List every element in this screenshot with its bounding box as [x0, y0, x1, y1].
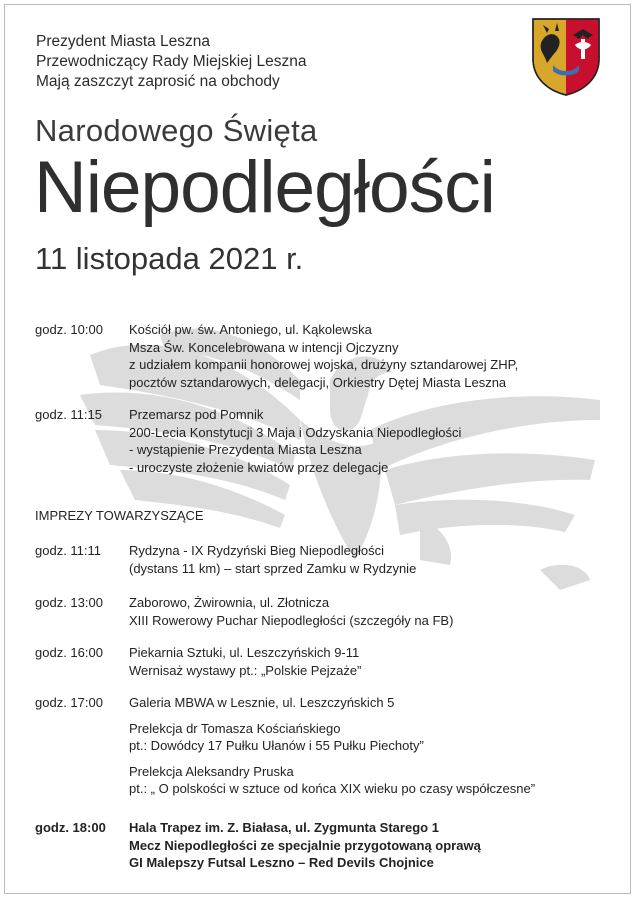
event-line: - uroczyste złożenie kwiatów przez delegacje	[129, 459, 389, 475]
event-line: Hala Trapez im. Z. Białasa, ul. Zygmunta Starego 1	[129, 820, 439, 835]
event-line: (dystans 11 km) – start sprzed Zamku w Rydzynie	[129, 560, 417, 576]
leszno-coat-of-arms	[527, 15, 605, 97]
organizer-line: Prezydent Miasta Leszna	[36, 33, 211, 50]
event-line: z udziałem kompanii honorowej wojska, drużyny sztandarowej ZHP,	[129, 357, 519, 372]
event-line: GI Malepszy Futsal Leszno – Red Devils Chojnice	[129, 855, 434, 870]
event-details	[129, 819, 481, 872]
event-details	[129, 694, 535, 798]
event-time: godz. 10:00	[35, 322, 103, 337]
event-time: godz. 16:00	[35, 645, 103, 660]
event-time: godz. 11:11	[35, 543, 102, 558]
event-line: Mecz Niepodległości ze specjalnie przygotowaną oprawą	[129, 837, 481, 853]
event-details	[129, 644, 361, 679]
event-line: Rydzyna - IX Rydzyński Bieg Niepodległości	[129, 543, 385, 558]
event-line: Msza Św. Koncelebrowana w intencji Ojczyzny	[129, 339, 399, 355]
event-line: Prelekcja dr Tomasza Kościańskiego	[129, 720, 341, 736]
event-details	[129, 321, 518, 391]
side-events-heading: IMPREZY TOWARZYSZĄCE	[35, 508, 204, 523]
event-line: Wernisaż wystawy pt.: „Polskie Pejzaże”	[129, 662, 362, 678]
organizer-line: Przewodniczący Rady Miejskiej Leszna	[36, 53, 307, 70]
title-line-2: Niepodległości	[34, 147, 495, 228]
event-time: godz. 18:00	[35, 820, 106, 835]
title-line-1: Narodowego Święta	[35, 113, 318, 148]
event-details	[129, 594, 453, 629]
organizer-line: Mają zaszczyt zaprosić na obchody	[36, 73, 280, 90]
event-line: Piekarnia Sztuki, ul. Leszczyńskich 9-11	[129, 645, 360, 660]
event-time: godz. 13:00	[35, 595, 103, 610]
event-line: Prelekcja Aleksandry Pruska	[129, 763, 294, 779]
event-date: 11 listopada 2021 r.	[35, 241, 304, 276]
event-line: - wystąpienie Prezydenta Miasta Leszna	[129, 442, 362, 457]
event-line: Kościół pw. św. Antoniego, ul. Kąkolewska	[129, 322, 372, 337]
organizers-block	[36, 32, 307, 92]
event-line: pt.: Dowódcy 17 Pułku Ułanów i 55 Pułku Piechoty”	[129, 738, 424, 753]
event-line: Zaborowo, Żwirownia, ul. Złotnicza	[129, 595, 330, 610]
event-details	[129, 406, 461, 476]
event-line: Galeria MBWA w Lesznie, ul. Leszczyńskich 5	[129, 695, 395, 710]
event-line: 200-Lecia Konstytucji 3 Maja i Odzyskania Niepodległości	[129, 424, 462, 440]
event-details	[129, 542, 416, 577]
event-time: godz. 11:15	[35, 407, 102, 422]
event-line: Przemarsz pod Pomnik	[129, 407, 264, 422]
event-line: XIII Rowerowy Puchar Niepodległości (szczegóły na FB)	[129, 612, 454, 628]
event-time: godz. 17:00	[35, 695, 103, 710]
event-line: pt.: „ O polskości w sztuce od końca XIX wieku po czasy współczesne”	[129, 781, 536, 796]
event-line: pocztów sztandarowych, delegacji, Orkiestry Dętej Miasta Leszna	[129, 374, 507, 390]
